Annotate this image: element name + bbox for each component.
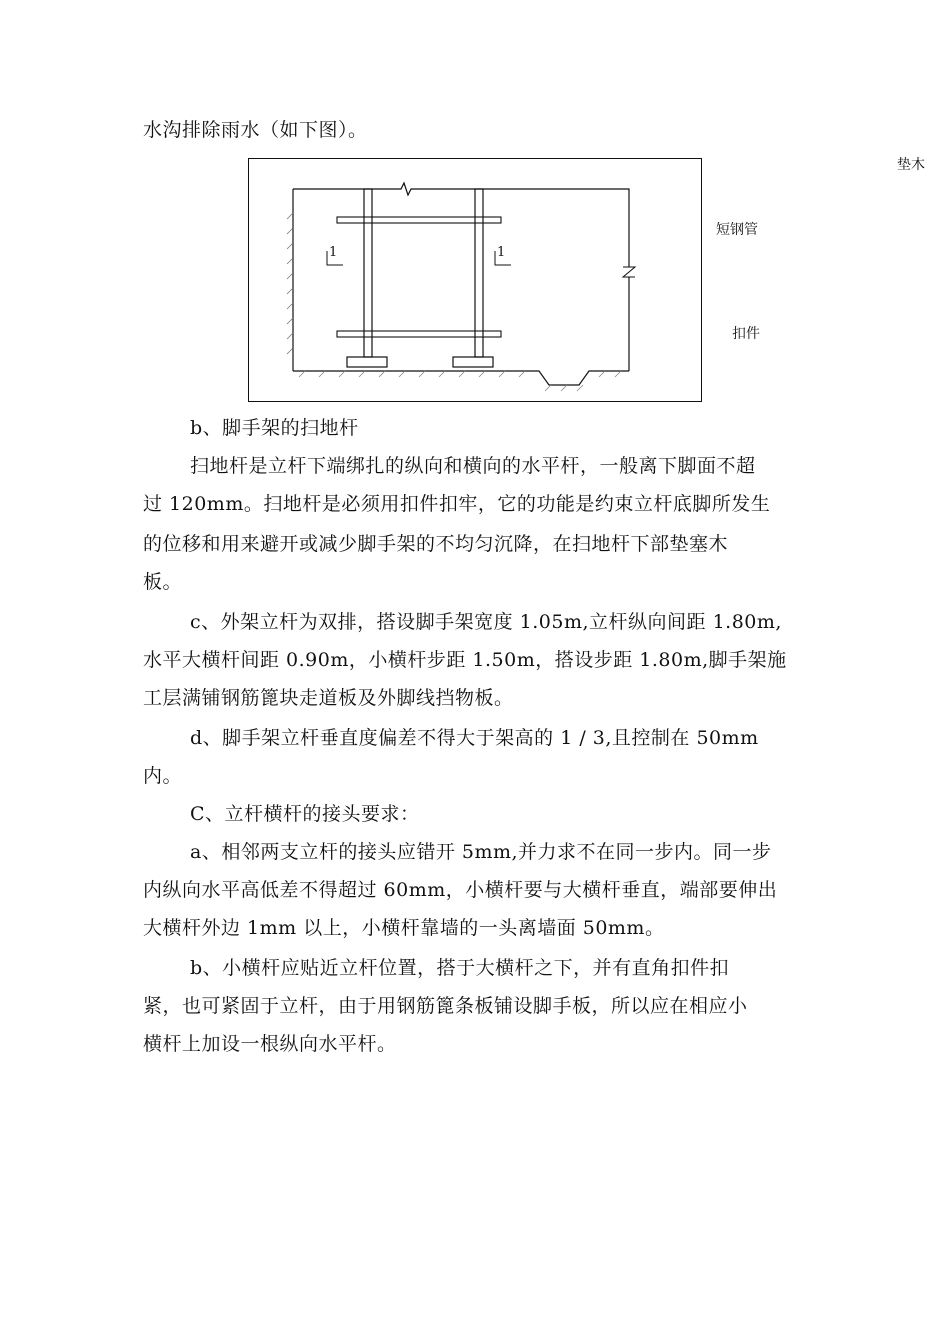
section-mark-right: 1	[497, 245, 506, 260]
para-c-line: 水平大横杆间距 0.90m，小横杆步距 1.50m，搭设步距 1.80m,脚手架施	[143, 649, 787, 671]
para-a-line: a、相邻两支立杆的接头应错开 5mm,并力求不在同一步内。同一步	[190, 841, 772, 863]
intro-line: 水沟排除雨水（如下图）。	[143, 119, 368, 141]
para-b-line: 过 120mm。扫地杆是必须用扣件扣牢，它的功能是约束立杆底脚所发生	[143, 493, 771, 515]
para-b2-line: 紧，也可紧固于立杆，由于用钢筋篦条板铺设脚手板，所以应在相应小	[143, 995, 748, 1017]
label-fastener: 扣件	[732, 326, 760, 342]
para-b-line: 的位移和用来避开或减少脚手架的不均匀沉降，在扫地杆下部垫塞木	[143, 533, 729, 555]
para-b-line: 板。	[143, 571, 183, 593]
section-mark-left: 1	[329, 245, 338, 260]
label-steel-pipe: 短钢管	[716, 222, 758, 238]
para-a-line: 大横杆外边 1mm 以上，小横杆靠墙的一头离墙面 50mm。	[143, 917, 665, 939]
scaffold-figure	[248, 158, 702, 402]
para-d-line: d、脚手架立杆垂直度偏差不得大于架高的 1 / 3,且控制在 50mm	[190, 727, 759, 749]
scaffold-diagram	[249, 159, 703, 403]
para-a-line: 内纵向水平高低差不得超过 60mm，小横杆要与大横杆垂直，端部要伸出	[143, 879, 778, 901]
para-b2-line: 横杆上加设一根纵向水平杆。	[143, 1033, 397, 1055]
corner-label: 垫木	[897, 157, 925, 173]
para-c-line: 工层满铺钢筋篦块走道板及外脚线挡物板。	[143, 687, 514, 709]
para-d-line: 内。	[143, 765, 183, 787]
heading-b: b、脚手架的扫地杆	[190, 417, 359, 439]
heading-C: C、立杆横杆的接头要求：	[190, 803, 420, 825]
para-c-line: c、外架立杆为双排，搭设脚手架宽度 1.05m,立杆纵向间距 1.80m,	[190, 611, 782, 633]
para-b2-line: b、小横杆应贴近立杆位置，搭于大横杆之下，并有直角扣件扣	[190, 957, 730, 979]
para-b-line: 扫地杆是立杆下端绑扎的纵向和横向的水平杆，一般离下脚面不超	[190, 455, 756, 477]
